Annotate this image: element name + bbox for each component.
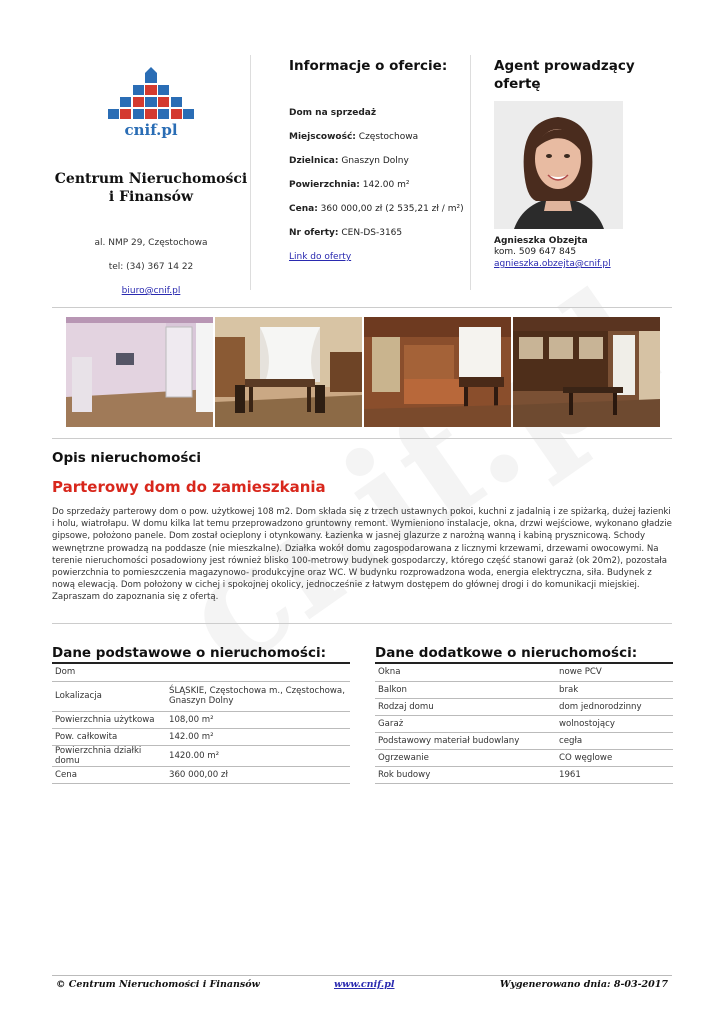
company-address: al. NMP 29, Częstochowa <box>94 238 208 248</box>
column-divider <box>250 55 251 290</box>
table-row: Podstawowy materiał budowlany cegła <box>375 732 673 749</box>
room-photo-1[interactable] <box>66 317 213 427</box>
room-photo-3[interactable] <box>364 317 511 427</box>
offer-info-column <box>289 57 464 262</box>
column-divider <box>470 55 471 290</box>
room-photo-2[interactable] <box>215 317 362 427</box>
footer <box>52 975 672 990</box>
offer-row-district: Dzielnica: Gnaszyn Dolny <box>289 156 409 166</box>
company-phone: tel: (34) 367 14 22 <box>108 262 194 272</box>
extra-data-heading: Dane dodatkowe o nieruchomości: <box>375 645 638 661</box>
description-text: Do sprzedaży parterowy dom o pow. użytkowej 108 m2. Dom składa się z trzech ustawnych pokoi, kuchni z jadalnią i ze spiżarką, dużej łazienki i holu, wiatrołapu. W domu kilka lat temu przeprowadzono gruntowny remont. Wymieniono instalacje, okna, drzwi wejściowe, wykonano gładzie gipsowe, położono panele. Dom został ocieplony i otynkowany. Łazienka w jasnej glazurze z narożną wanną i kabiną prysznicową. Schody wewnętrzne prowadzą na poddasze (nie mieszkalne). Działka wokół domu zagospodarowana z licznymi krzewami, drzewami owocowymi. Na terenie nieruchomości posadowiony jest również blisko 100-metrowy budynek gospodarczy, którego część stanowi garaż (ok 20m2), pozostała powierzchnia to pomieszczenia magazynowo- produkcyjne oraz WC. W budynku rozprowadzona woda, energia elektryczna, siła. Budynek z nową elewacją. Dom położony w cichej i spokojnej okolicy, jednocześnie z łatwym dostępem do głównej drogi i do komunikacji miejskiej. Zapraszam do zapoznania się z ofertą. <box>52 507 672 603</box>
company-email-link[interactable]: biuro@cnif.pl <box>121 286 181 296</box>
table-row: Dom <box>52 664 350 681</box>
table-row: Okna nowe PCV <box>375 664 673 681</box>
description-title: Parterowy dom do zamieszkania <box>52 478 326 496</box>
footer-copyright: © Centrum Nieruchomości i Finansów <box>56 979 260 990</box>
footer-generated-date: Wygenerowano dnia: 8-03-2017 <box>499 979 668 990</box>
agent-phone: kom. 509 647 845 <box>494 247 577 257</box>
photo-gallery <box>66 317 659 427</box>
basic-data-heading: Dane podstawowe o nieruchomości: <box>52 645 326 661</box>
offer-row-number: Nr oferty: CEN-DS-3165 <box>289 228 403 238</box>
offer-row-price: Cena: 360 000,00 zł (2 535,21 zł / m²) <box>289 204 464 214</box>
table-row: Pow. całkowita 142.00 m² <box>52 728 350 745</box>
company-column <box>52 55 250 296</box>
table-row: Powierzchnia użytkowa 108,00 m² <box>52 711 350 728</box>
table-row: Garaż wolnostojący <box>375 715 673 732</box>
offer-row-area: Powierzchnia: 142.00 m² <box>289 180 410 190</box>
basic-data-table <box>52 664 350 784</box>
table-row: Lokalizacja ŚLĄSKIE, Częstochowa m., Częstochowa, Gnaszyn Dolny <box>52 681 350 711</box>
company-name: Centrum Nieruchomości i Finansów <box>54 171 248 205</box>
divider <box>52 307 672 308</box>
offer-row-location: Miejscowość: Częstochowa <box>289 132 419 142</box>
footer-site-link[interactable]: www.cnif.pl <box>334 979 395 990</box>
cnif-logo <box>106 63 196 138</box>
offer-type: Dom na sprzedaż <box>289 108 377 118</box>
agent-photo <box>494 101 623 229</box>
offer-info-title: Informacje o ofercie: <box>289 58 448 74</box>
agent-name: Agnieszka Obzejta <box>494 236 588 246</box>
room-photo-4[interactable] <box>513 317 660 427</box>
table-row: Balkon brak <box>375 681 673 698</box>
table-row: Rok budowy 1961 <box>375 766 673 783</box>
table-row: Ogrzewanie CO węglowe <box>375 749 673 766</box>
agent-email-link[interactable]: agnieszka.obzejta@cnif.pl <box>494 259 611 269</box>
description-heading: Opis nieruchomości <box>52 450 202 466</box>
table-row: Cena 360 000,00 zł <box>52 766 350 783</box>
extra-data-table <box>375 664 673 784</box>
agent-title: Agent prowadzący ofertę <box>494 58 635 92</box>
divider <box>52 438 672 439</box>
offer-link[interactable]: Link do oferty <box>289 252 352 262</box>
divider <box>52 623 672 624</box>
table-row: Rodzaj domu dom jednorodzinny <box>375 698 673 715</box>
logo-text: cnif.pl <box>124 121 178 138</box>
agent-column <box>494 57 674 270</box>
table-row: Powierzchnia działki domu 1420.00 m² <box>52 745 350 766</box>
